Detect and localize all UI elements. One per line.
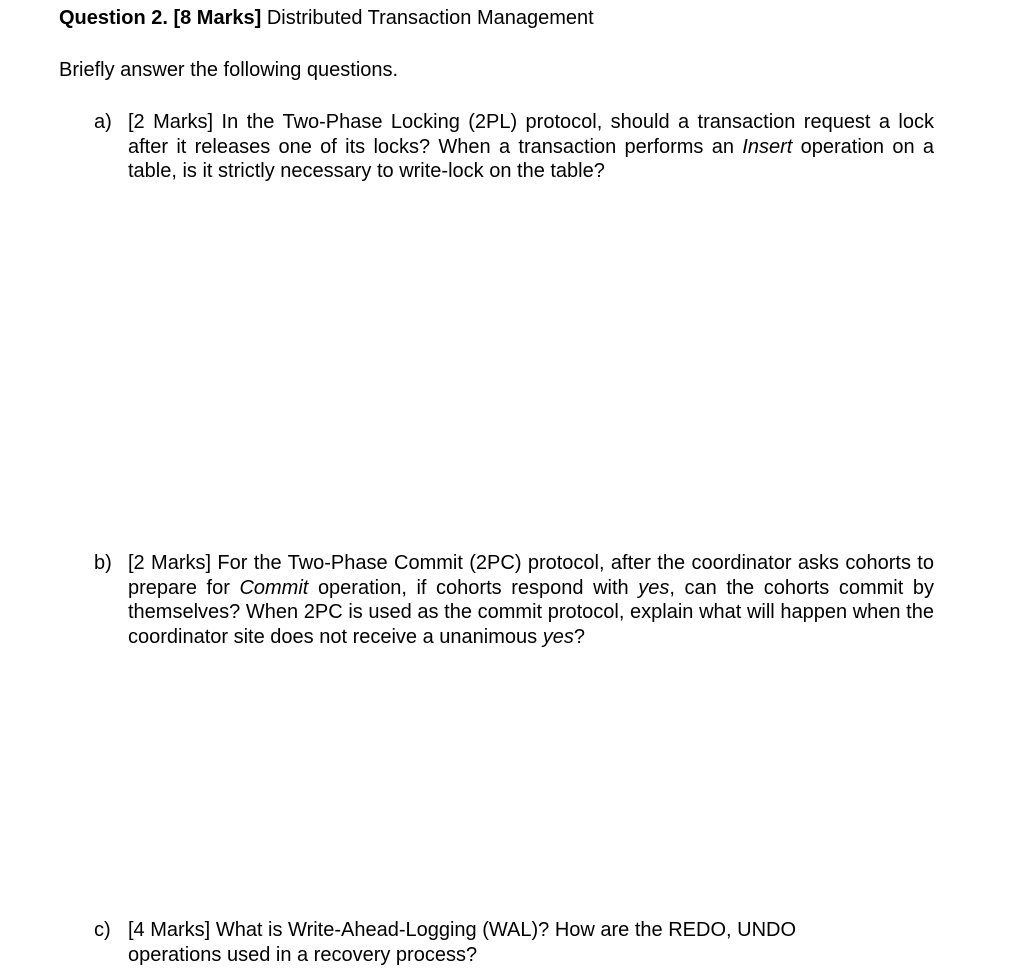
question-marks: [2 Marks] bbox=[128, 111, 214, 133]
question-label: Question 2. bbox=[59, 7, 168, 29]
instructions: Briefly answer the following questions. bbox=[59, 59, 399, 81]
question-title: Distributed Transaction Management bbox=[266, 7, 594, 29]
question-text: What is Write-Ahead-Logging (WAL)? How are the REDO, UNDO operations used in a recovery process? bbox=[128, 919, 797, 966]
question-emphasis: Commit bbox=[239, 576, 309, 599]
question-body bbox=[128, 110, 934, 184]
question-body bbox=[128, 918, 848, 967]
question-text: , can the cohorts commit by themselves? When 2PC is used as the commit protocol, explain what will happen when the coordinator site does not receive a unanimous bbox=[128, 576, 935, 648]
question-body bbox=[128, 551, 934, 649]
question-c bbox=[94, 918, 934, 967]
question-marks: [4 Marks] bbox=[128, 919, 211, 941]
question-emphasis: Insert bbox=[742, 135, 793, 158]
question-b bbox=[94, 551, 934, 649]
question-text: operation, if cohorts respond with bbox=[317, 576, 629, 599]
question-emphasis: yes bbox=[638, 576, 670, 599]
question-a bbox=[94, 110, 934, 184]
question-letter: a) bbox=[94, 111, 112, 133]
question-text: In the Two-Phase Locking (2PL) protocol, should a transaction request a lock after it releases one of its locks? When a transaction performs an bbox=[128, 111, 934, 158]
question-text: operation on a table, is it strictly necessary to write-lock on the table? bbox=[128, 135, 935, 182]
question-marks: [2 Marks] bbox=[128, 552, 212, 574]
question-text: ? bbox=[573, 625, 585, 648]
question-letter: c) bbox=[94, 919, 111, 941]
question-emphasis: yes bbox=[542, 625, 574, 648]
question-text: For the Two-Phase Commit (2PC) protocol, after the coordinator asks cohorts to prepare for bbox=[128, 552, 934, 599]
question-heading bbox=[59, 6, 594, 30]
question-total-marks: [8 Marks] bbox=[173, 7, 262, 29]
question-letter: b) bbox=[94, 552, 112, 574]
